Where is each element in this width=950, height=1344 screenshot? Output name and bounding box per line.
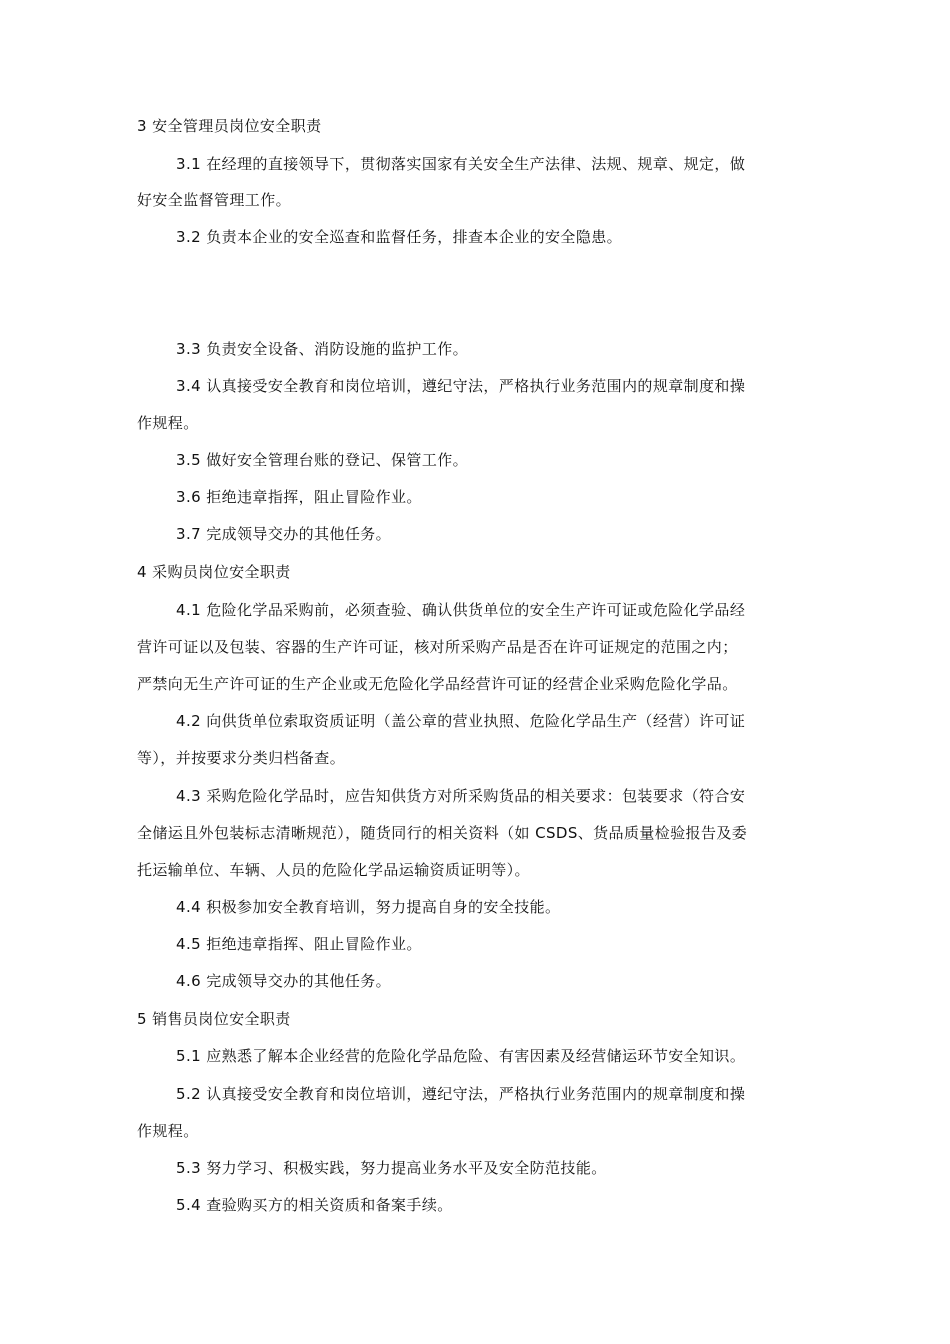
item-4-3-line-1: 4.3 采购危险化学品时，应告知供货方对所采购货品的相关要求：包装要求（符合安 — [176, 787, 746, 805]
item-3-6: 3.6 拒绝违章指挥，阻止冒险作业。 — [176, 488, 422, 506]
item-3-3: 3.3 负责安全设备、消防设施的监护工作。 — [176, 340, 469, 358]
item-3-4-line-2: 作规程。 — [137, 414, 199, 432]
item-4-5: 4.5 拒绝违章指挥、阻止冒险作业。 — [176, 935, 422, 953]
item-5-2-line-2: 作规程。 — [137, 1122, 199, 1140]
item-4-1-line-1: 4.1 危险化学品采购前，必须查验、确认供货单位的安全生产许可证或危险化学品经 — [176, 601, 746, 619]
item-5-4: 5.4 查验购买方的相关资质和备案手续。 — [176, 1196, 453, 1214]
item-3-1-line-2: 好安全监督管理工作。 — [137, 191, 292, 209]
item-5-2-line-1: 5.2 认真接受安全教育和岗位培训，遵纪守法，严格执行业务范围内的规章制度和操 — [176, 1085, 746, 1103]
item-4-4: 4.4 积极参加安全教育培训，努力提高自身的安全技能。 — [176, 898, 561, 916]
item-5-3: 5.3 努力学习、积极实践，努力提高业务水平及安全防范技能。 — [176, 1159, 607, 1177]
item-4-3-line-3: 托运输单位、车辆、人员的危险化学品运输资质证明等）。 — [137, 861, 530, 879]
item-4-3-line-2: 全储运且外包装标志清晰规范），随货同行的相关资料（如 CSDS、货品质量检验报告及委 — [137, 824, 748, 842]
section-heading-4: 4 采购员岗位安全职责 — [137, 563, 291, 581]
item-4-2-line-2: 等），并按要求分类归档备查。 — [137, 749, 346, 767]
item-3-1-line-1: 3.1 在经理的直接领导下，贯彻落实国家有关安全生产法律、法规、规章、规定，做 — [176, 155, 746, 173]
item-3-7: 3.7 完成领导交办的其他任务。 — [176, 525, 392, 543]
section-heading-5: 5 销售员岗位安全职责 — [137, 1010, 291, 1028]
item-4-6: 4.6 完成领导交办的其他任务。 — [176, 972, 392, 990]
item-4-1-line-3: 严禁向无生产许可证的生产企业或无危险化学品经营许可证的经营企业采购危险化学品。 — [137, 675, 738, 693]
item-4-2-line-1: 4.2 向供货单位索取资质证明（盖公章的营业执照、危险化学品生产（经营）许可证 — [176, 712, 746, 730]
item-3-5: 3.5 做好安全管理台账的登记、保管工作。 — [176, 451, 469, 469]
item-3-2: 3.2 负责本企业的安全巡查和监督任务，排查本企业的安全隐患。 — [176, 228, 623, 246]
item-3-4-line-1: 3.4 认真接受安全教育和岗位培训，遵纪守法，严格执行业务范围内的规章制度和操 — [176, 377, 746, 395]
item-4-1-line-2: 营许可证以及包装、容器的生产许可证，核对所采购产品是否在许可证规定的范围之内； — [137, 638, 738, 656]
section-heading-3: 3 安全管理员岗位安全职责 — [137, 117, 322, 135]
item-5-1: 5.1 应熟悉了解本企业经营的危险化学品危险、有害因素及经营储运环节安全知识。 — [176, 1047, 746, 1065]
